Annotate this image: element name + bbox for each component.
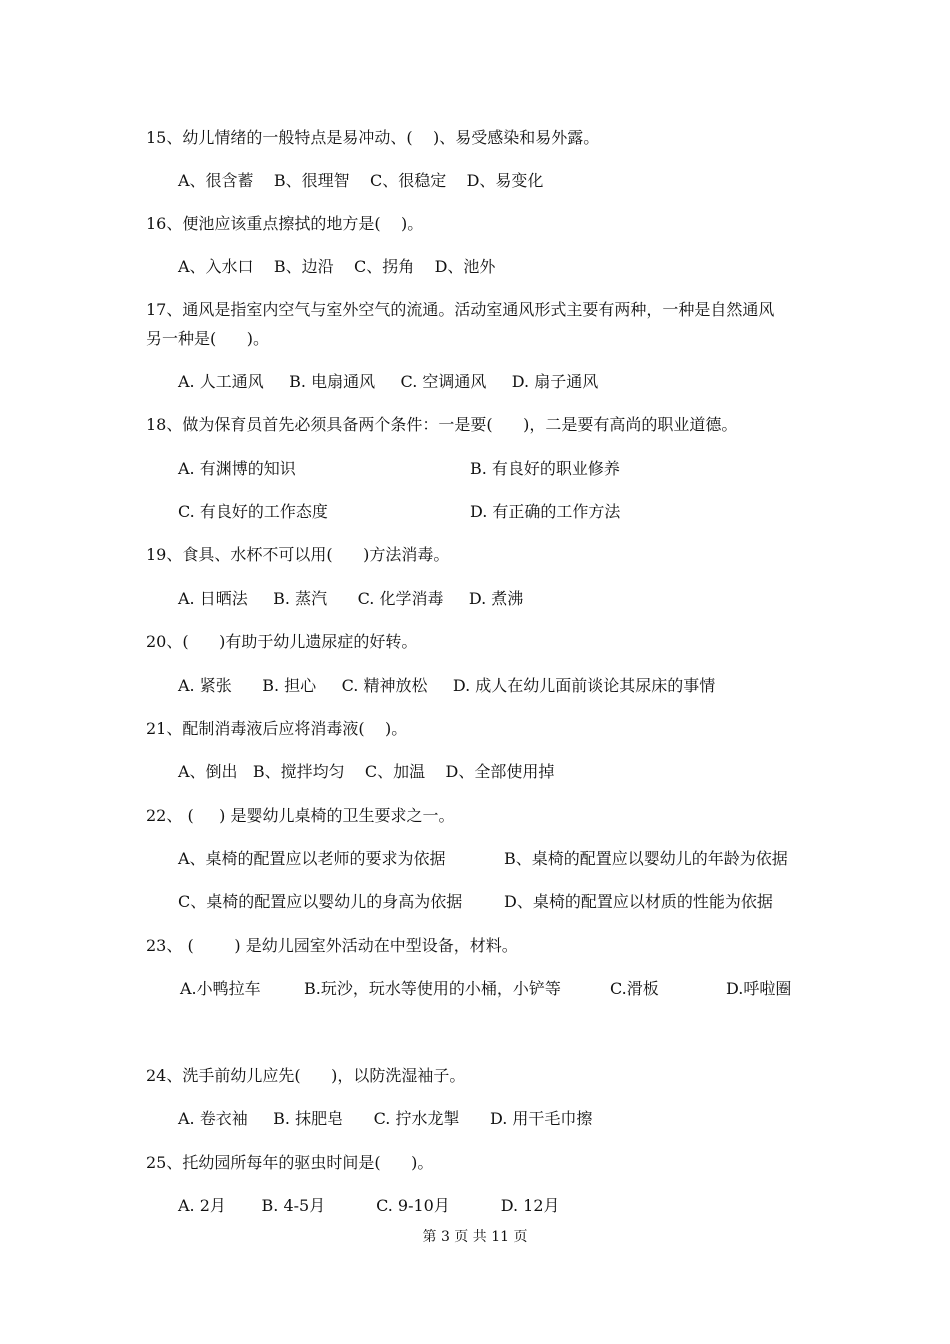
question-24-stem: 24、洗手前幼儿应先( )，以防洗湿袖子。 — [146, 1066, 466, 1085]
question-15-options: A、很含蓄 B、很理智 C、很稳定 D、易变化 — [178, 171, 544, 190]
question-23-option-c: C.滑板 — [610, 979, 659, 998]
question-23-option-d: D.呼啦圈 — [726, 979, 792, 998]
question-23-option-b: B.玩沙，玩水等使用的小桶，小铲等 — [304, 979, 561, 998]
question-24-options: A. 卷衣袖 B. 抹肥皂 C. 拧水龙掣 D. 用干毛巾擦 — [178, 1109, 593, 1128]
question-25-options: A. 2月 B. 4-5月 C. 9-10月 D. 12月 — [178, 1196, 560, 1215]
question-17-options: A. 人工通风 B. 电扇通风 C. 空调通风 D. 扇子通风 — [178, 372, 599, 391]
question-25-stem: 25、托幼园所每年的驱虫时间是( )。 — [146, 1153, 434, 1172]
question-20-stem: 20、( )有助于幼儿遗尿症的好转。 — [146, 632, 418, 651]
question-19-options: A. 日晒法 B. 蒸汽 C. 化学消毒 D. 煮沸 — [178, 589, 524, 608]
question-17-stem-line1: 17、通风是指室内空气与室外空气的流通。活动室通风形式主要有两种，一种是自然通风 — [146, 300, 775, 319]
question-22-option-a: A、桌椅的配置应以老师的要求为依据 — [178, 849, 446, 868]
question-21-stem: 21、配制消毒液后应将消毒液( )。 — [146, 719, 408, 738]
question-22-option-c: C、桌椅的配置应以婴幼儿的身高为依据 — [178, 892, 463, 911]
question-17-stem-line2: 另一种是( )。 — [146, 329, 270, 348]
question-15-stem: 15、幼儿情绪的一般特点是易冲动、( )、易受感染和易外露。 — [146, 128, 600, 147]
question-16-options: A、入水口 B、边沿 C、拐角 D、池外 — [178, 257, 496, 276]
question-22-option-b: B、桌椅的配置应以婴幼儿的年龄为依据 — [504, 849, 788, 868]
question-18-option-d: D. 有正确的工作方法 — [470, 502, 621, 521]
question-18-option-a: A. 有渊博的知识 — [178, 459, 296, 478]
question-20-options: A. 紧张 B. 担心 C. 精神放松 D. 成人在幼儿面前谈论其尿床的事情 — [178, 676, 716, 695]
question-22-option-d: D、桌椅的配置应以材质的性能为依据 — [504, 892, 773, 911]
question-19-stem: 19、食具、水杯不可以用( )方法消毒。 — [146, 545, 450, 564]
question-23-stem: 23、 ( ) 是幼儿园室外活动在中型设备，材料。 — [146, 936, 518, 955]
question-21-options: A、倒出 B、搅拌均匀 C、加温 D、全部使用掉 — [178, 762, 555, 781]
question-18-option-b: B. 有良好的职业修养 — [470, 459, 620, 478]
question-18-stem: 18、做为保育员首先必须具备两个条件：一是要( )，二是要有高尚的职业道德。 — [146, 415, 738, 434]
question-18-option-c: C. 有良好的工作态度 — [178, 502, 328, 521]
question-16-stem: 16、便池应该重点擦拭的地方是( )。 — [146, 214, 424, 233]
page-number-footer: 第 3 页 共 11 页 — [422, 1229, 528, 1245]
question-23-option-a: A.小鸭拉车 — [180, 979, 261, 998]
question-22-stem: 22、 ( ) 是婴幼儿桌椅的卫生要求之一。 — [146, 806, 455, 825]
